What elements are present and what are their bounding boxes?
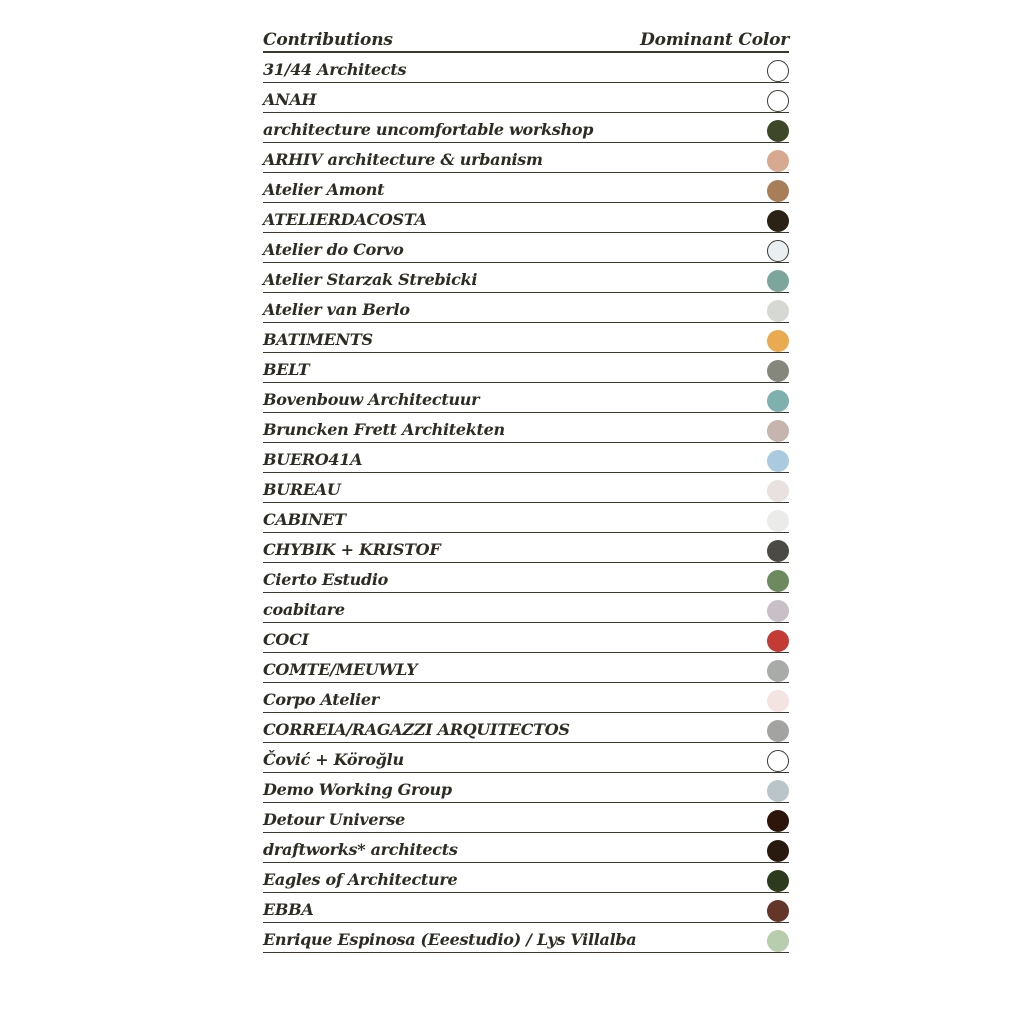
dominant-color-swatch <box>767 600 789 622</box>
contribution-name: Eagles of Architecture <box>263 870 458 889</box>
contribution-name: ATELIERDACOSTA <box>263 210 427 229</box>
dominant-color-swatch <box>767 570 789 592</box>
dominant-color-swatch <box>767 240 789 262</box>
dominant-color-swatch <box>767 750 789 772</box>
dominant-color-swatch <box>767 360 789 382</box>
contribution-name: EBBA <box>263 900 314 919</box>
dominant-color-swatch <box>767 690 789 712</box>
table-row <box>263 143 789 173</box>
table-body <box>263 53 789 953</box>
contribution-name: ARHIV architecture & urbanism <box>263 150 543 169</box>
dominant-color-swatch <box>767 840 789 862</box>
contribution-name: Demo Working Group <box>263 780 452 799</box>
table-row <box>263 563 789 593</box>
table-row <box>263 53 789 83</box>
table-row <box>263 383 789 413</box>
table-row <box>263 113 789 143</box>
dominant-color-swatch <box>767 270 789 292</box>
contribution-name: Čović + Köroğlu <box>263 750 404 769</box>
contribution-name: Atelier Amont <box>263 180 385 199</box>
dominant-color-swatch <box>767 420 789 442</box>
contributions-column-header: Contributions <box>263 30 393 50</box>
table-row <box>263 263 789 293</box>
dominant-color-swatch <box>767 630 789 652</box>
dominant-color-swatch <box>767 930 789 952</box>
dominant-color-swatch <box>767 660 789 682</box>
dominant-color-swatch <box>767 870 789 892</box>
dominant-color-swatch <box>767 720 789 742</box>
table-row <box>263 833 789 863</box>
table-row <box>263 593 789 623</box>
contribution-name: COMTE/MEUWLY <box>263 660 418 679</box>
dominant-color-swatch <box>767 300 789 322</box>
contribution-name: Atelier Starzak Strebicki <box>263 270 478 289</box>
contributions-index-table <box>263 24 789 953</box>
table-row <box>263 743 789 773</box>
contribution-name: CABINET <box>263 510 346 529</box>
table-row <box>263 803 789 833</box>
table-row <box>263 323 789 353</box>
dominant-color-swatch <box>767 510 789 532</box>
dominant-color-swatch <box>767 450 789 472</box>
dominant-color-swatch <box>767 120 789 142</box>
contribution-name: BELT <box>263 360 310 379</box>
table-row <box>263 533 789 563</box>
table-row <box>263 473 789 503</box>
table-row <box>263 863 789 893</box>
dominant-color-swatch <box>767 210 789 232</box>
table-row <box>263 653 789 683</box>
dominant-color-swatch <box>767 390 789 412</box>
contribution-name: Bovenbouw Architectuur <box>263 390 480 409</box>
dominant-color-swatch <box>767 150 789 172</box>
contribution-name: coabitare <box>263 600 345 619</box>
contribution-name: Corpo Atelier <box>263 690 379 709</box>
contribution-name: CORREIA/RAGAZZI ARQUITECTOS <box>263 720 570 739</box>
dominant-color-swatch <box>767 330 789 352</box>
table-row <box>263 83 789 113</box>
dominant-color-column-header: Dominant Color <box>640 30 789 50</box>
contribution-name: Bruncken Frett Architekten <box>263 420 505 439</box>
table-row <box>263 713 789 743</box>
table-row <box>263 923 789 953</box>
table-header <box>263 24 789 53</box>
dominant-color-swatch <box>767 90 789 112</box>
contribution-name: BUREAU <box>263 480 341 499</box>
dominant-color-swatch <box>767 480 789 502</box>
contribution-name: ANAH <box>263 90 317 109</box>
contribution-name: COCI <box>263 630 309 649</box>
dominant-color-swatch <box>767 780 789 802</box>
dominant-color-swatch <box>767 900 789 922</box>
dominant-color-swatch <box>767 180 789 202</box>
contribution-name: Atelier do Corvo <box>263 240 404 259</box>
table-row <box>263 233 789 263</box>
table-row <box>263 353 789 383</box>
dominant-color-swatch <box>767 540 789 562</box>
dominant-color-swatch <box>767 60 789 82</box>
table-row <box>263 203 789 233</box>
table-row <box>263 413 789 443</box>
contribution-name: draftworks* architects <box>263 840 458 859</box>
contribution-name: BATIMENTS <box>263 330 373 349</box>
contribution-name: Detour Universe <box>263 810 406 829</box>
table-row <box>263 893 789 923</box>
contribution-name: CHYBIK + KRISTOF <box>263 540 441 559</box>
contribution-name: Enrique Espinosa (Eeestudio) / Lys Villalba <box>263 930 637 949</box>
dominant-color-swatch <box>767 810 789 832</box>
table-row <box>263 503 789 533</box>
table-row <box>263 683 789 713</box>
table-row <box>263 623 789 653</box>
contribution-name: architecture uncomfortable workshop <box>263 120 594 139</box>
contribution-name: 31/44 Architects <box>263 60 407 79</box>
table-row <box>263 173 789 203</box>
contribution-name: BUERO41A <box>263 450 363 469</box>
table-row <box>263 293 789 323</box>
contribution-name: Cierto Estudio <box>263 570 389 589</box>
table-row <box>263 773 789 803</box>
table-row <box>263 443 789 473</box>
contribution-name: Atelier van Berlo <box>263 300 410 319</box>
